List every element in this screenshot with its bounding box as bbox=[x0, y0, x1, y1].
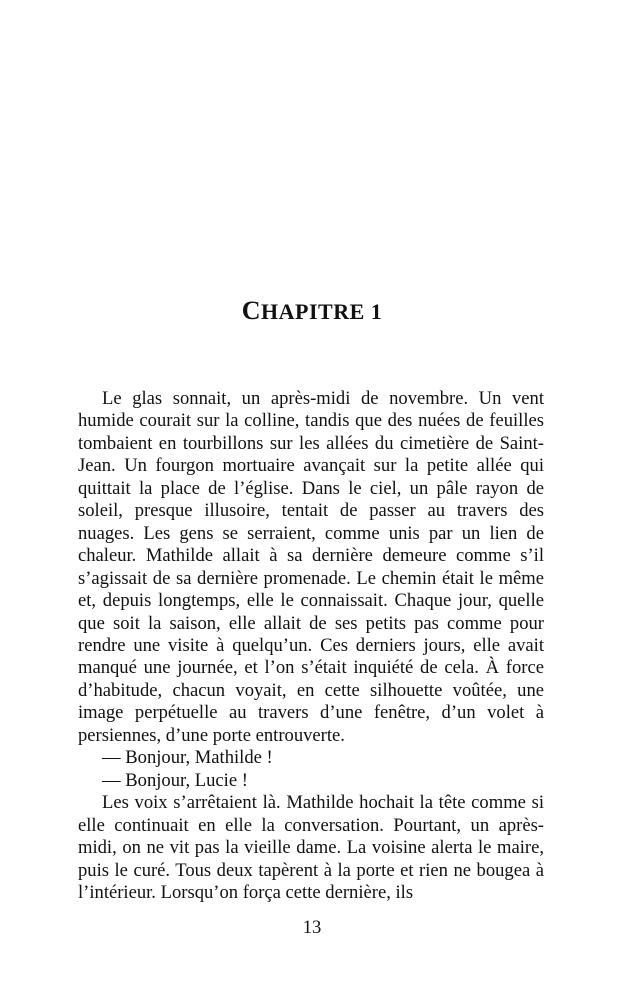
dialogue-line-1: — Bonjour, Mathilde ! bbox=[102, 747, 273, 769]
body-text bbox=[78, 388, 544, 904]
paragraph-2: Les voix s’arrêtaient là. Mathilde hochait la tête comme si elle continuait en elle la conversation. Pourtant, un après-midi, on ne vit pas la vieille dame. La voisine alerta le maire, puis le curé. Tous deux tapèrent à la porte et rien ne bougea à l’intérieur. Lorsqu’on força cette dernière, ils bbox=[78, 792, 544, 903]
page-number: 13 bbox=[302, 917, 322, 938]
dialogue-line-2: — Bonjour, Lucie ! bbox=[102, 769, 248, 791]
chapter-title-rest: HAPITRE 1 bbox=[261, 299, 383, 324]
paragraph-1: Le glas sonnait, un après-midi de novembre. Un vent humide courait sur la colline, tandis que des nuées de feuilles tombaient en tourbillons sur les allées du cimetière de Saint-Jean. Un fourgon mortuaire avançait sur la petite allée qui quittait la place de l’église. Dans le ciel, un pâle rayon de soleil, presque illusoire, tentait de passer au travers des nuages. Les gens se serraient, comme unis par un lien de chaleur. Mathilde allait à sa dernière demeure comme s’il s’agissait de sa dernière promenade. Le chemin était le même et, depuis longtemps, elle le connaissait. Chaque jour, quelle que soit la saison, elle allait de ses petits pas comme pour rendre une visite à quelqu’un. Ces derniers jours, elle avait manqué une journée, et l’on s’était inquiété de cela. À force d’habitude, chacun voyait, en cette silhouette voûtée, une image perpétuelle au travers d’une fenêtre, d’un volet à persiennes, d’une porte entrouverte. bbox=[78, 388, 544, 746]
chapter-title bbox=[0, 296, 624, 326]
chapter-title-initial: C bbox=[241, 296, 262, 325]
